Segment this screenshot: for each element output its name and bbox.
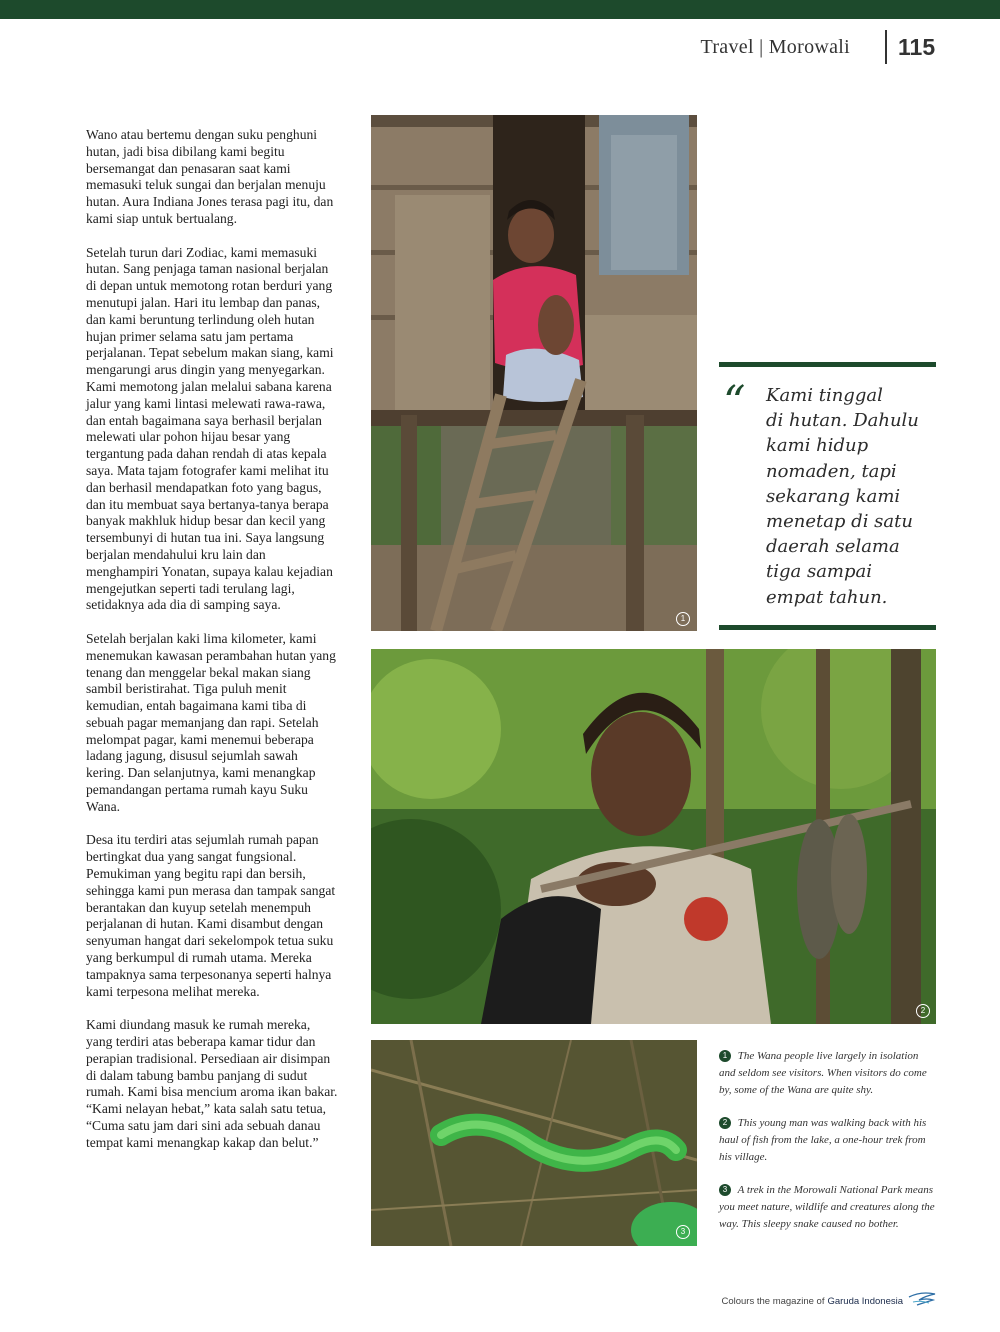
header-divider [885, 30, 887, 64]
quote-line: kami hidup [766, 435, 869, 457]
photo-number-badge: 2 [916, 1004, 930, 1018]
photo-green-snake [371, 1040, 697, 1246]
caption-text: The Wana people live largely in isolation and seldom see visitors. When visitors do come by, some of the Wana are quite shy. [719, 1050, 927, 1096]
quote-line: daerah selama [766, 536, 900, 558]
section-title: Travel | Morowali [700, 36, 850, 58]
pull-quote [719, 362, 936, 630]
paragraph: Setelah berjalan kaki lima kilometer, kami menemukan kawasan perambahan hutan yang tenang dan menggelar bekal makan siang sambil beristirahat. Tiga puluh menit kemudian, entah bagaimana kami tiba di sebuah pagar memanjang dan rapi. Setelah melompat pagar, kami menemui beberapa ladang jagung, disusul sejumlah sawah kering. Dan selanjutnya, kami menangkap pemandangan pertama rumah kayu Suku Wana. [86, 630, 336, 814]
quote-line: sekarang kami [766, 485, 901, 507]
paragraph: Kami diundang masuk ke rumah mereka, yang terdiri atas beberapa kamar tidur dan perapian tradisional. Persediaan air disimpan di dalam tabung bambu panjang di sudut rumah. Kami bisa mencium aroma ikan bakar. “Kami nelayan hebat,” kata salah satu tetua, “Cuma satu jam dari sini ada sebuah danau tempat kami menangkap kakap dan belut.” [86, 1017, 338, 1150]
paragraph: Desa itu terdiri atas sejumlah rumah papan bertingkat dua yang sangat fungsional. Pemukiman yang begitu rapi dan bersih, sehingga kami pun merasa dan tampak sangat berantakan dan kuyup setelah menempuh perjalanan di hutan. Kami disambut dengan senyuman hangat dari sekelompok tetua suku yang berkumpul di rumah utama. Mereka tampaknya sama terpesonanya seperti halnya kami terpesona melihat mereka. [86, 832, 336, 999]
caption [719, 1048, 936, 1098]
caption [719, 1182, 936, 1232]
paragraph: Setelah turun dari Zodiac, kami memasuki hutan. Sang penjaga taman nasional berjalan di depan untuk memotong rotan berduri yang menutupi jalan. Hari itu lembap dan panas, dan kami beruntung terlindung oleh hutan hujan primer selama satu jam pertama perjalanan. Tepat sebelum makan siang, kami mengarungi arus dingin yang menyegarkan. Kami memotong jalan melalui sabana karena jalur yang kami lintasi melewati rawa-rawa, dan entah bagaimana saya berhasil berjalan melewati ular pohon hijau besar yang tergantung pada dahan rendah di atas kepala saya. Mata tajam fotografer kami melihat itu dan berhasil mendapatkan foto yang bagus, dan itu membuat saya bertanya-tanya berapa banyak makhluk hidup besar dan kecil yang tersembunyi di hutan tua ini. Saya langsung berjalan mendahului kru lain dan menghampiri Yonatan, supaya kalau kejadian mengejutkan seperti tadi terulang lagi, setidaknya ada dia di samping saya. [86, 244, 334, 613]
footer-brand: Garuda Indonesia [827, 1296, 903, 1307]
photo-young-man [371, 649, 936, 1024]
quote-line: empat tahun. [766, 586, 888, 608]
photo-number-badge: 3 [676, 1225, 690, 1239]
quote-line: Kami tinggal [766, 385, 883, 406]
paragraph: Wano atau bertemu dengan suku penghuni hutan, jadi bisa dibilang kami begitu bersemangat dan penasaran saat kami memasuki teluk sungai dan berjalan menuju hutan. Aura Indiana Jones terasa pagi itu, dan kami siap untuk bertualang. [86, 127, 334, 226]
caption-number-badge: 2 [719, 1117, 731, 1129]
quote-line: tiga sampai [766, 561, 873, 583]
quote-line: nomaden, tapi [766, 460, 897, 482]
top-color-bar [0, 0, 1000, 19]
caption-text: This young man was walking back with his haul of fish from the lake, a one-hour trek from his village. [719, 1117, 927, 1163]
page-number: 115 [898, 34, 936, 60]
photo-number-badge: 1 [676, 612, 690, 626]
quote-line: di hutan. Dahulu [766, 410, 919, 432]
pull-quote-text [766, 383, 931, 610]
garuda-logo-icon [907, 1291, 937, 1312]
photo-captions [719, 1048, 936, 1250]
caption [719, 1115, 936, 1165]
photo-wana-woman [371, 115, 697, 631]
article-body [86, 127, 338, 1168]
caption-number-badge: 3 [719, 1184, 731, 1196]
caption-number-badge: 1 [719, 1050, 731, 1062]
quote-mark-icon: “ [723, 377, 746, 428]
footer-text: Colours the magazine of [721, 1296, 825, 1307]
caption-text: A trek in the Morowali National Park means you meet nature, wildlife and creatures along the way. This sleepy snake caused no bother. [719, 1184, 935, 1230]
quote-line: menetap di satu [766, 511, 913, 533]
footer [721, 1291, 937, 1312]
